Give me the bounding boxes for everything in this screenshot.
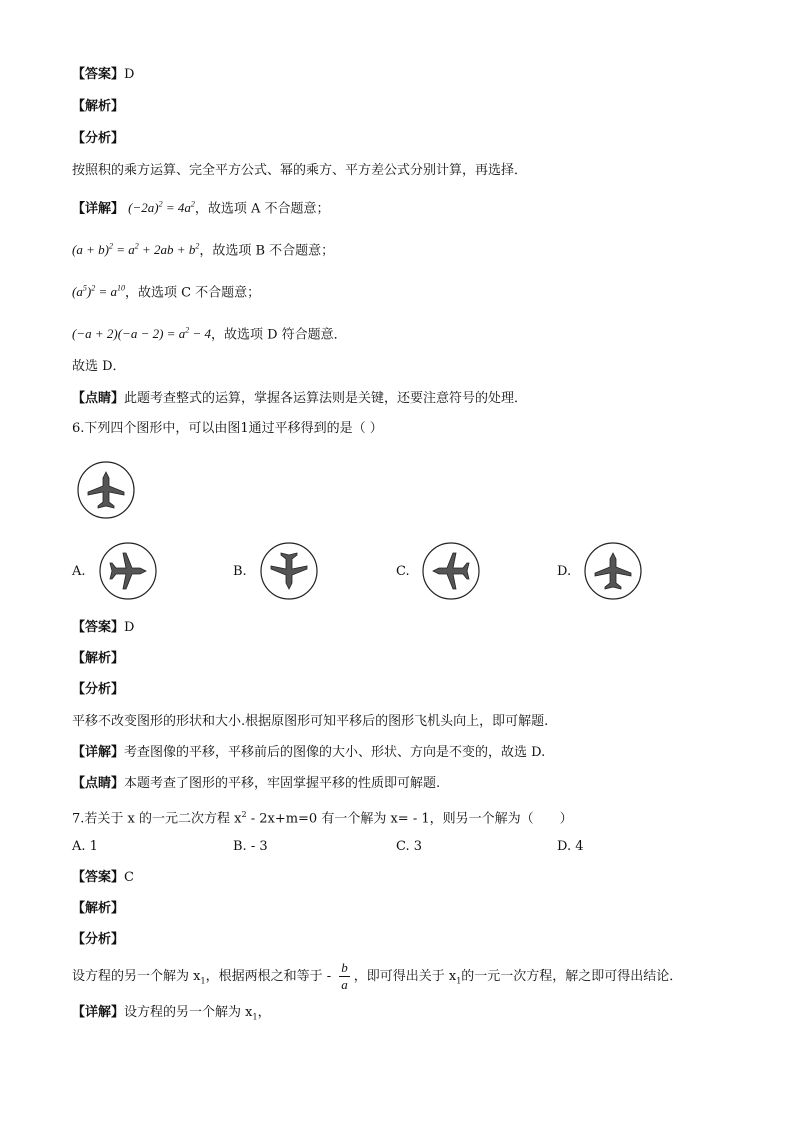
fraction-b-over-a: $\frac{b}{a}$ bbox=[341, 960, 348, 992]
fenxi-text-6: 平移不改变图形的形状和大小.根据原图形可知平移后的图形飞机头向上，即可解题. bbox=[72, 714, 549, 729]
q7-option-b: B. - 3 bbox=[233, 839, 268, 854]
formula-c: $(a^5)^2 = a^{10}$ bbox=[72, 284, 125, 300]
detail-line-c: $(a^5)^2 = a^{10}$，故选项 C 不合题意； bbox=[72, 284, 261, 301]
question-7-stem: 7.若关于 x 的一元二次方程 $x^2 - 2x+m=0$ 有一个解为 x= - 1，则另一个解为（ ） bbox=[72, 810, 573, 827]
option-c-label: C. bbox=[396, 564, 410, 579]
analysis-heading-7: 【解析】 bbox=[72, 901, 125, 916]
fenxi-text-7: 设方程的另一个解为 $x_1$，根据两根之和等于 - $\frac{b}{a}$ ，即可得出关于 $x_1$的一元一次方程，解之即可得出结论． bbox=[72, 960, 683, 992]
option-a-airplane bbox=[98, 541, 158, 601]
detail-line-b: $(a + b)^2 = a^2 + 2ab + b^2$，故选项 B 不合题意； bbox=[72, 242, 335, 259]
comment-line-5: 【点睛】此题考查整式的运算，掌握各运算法则是关键，还要注意符号的处理． bbox=[72, 391, 528, 406]
option-d-airplane bbox=[583, 541, 643, 601]
q7-option-a: A. 1 bbox=[72, 839, 98, 854]
analysis-heading-6: 【解析】 bbox=[72, 651, 125, 666]
detail-line-7: 【详解】设方程的另一个解为 $x_1$， bbox=[72, 1005, 271, 1022]
detail-line-d: $(-a + 2)(-a - 2) = a^2 - 4$，故选项 D 符合题意． bbox=[72, 326, 347, 343]
formula-b: $(a + b)^2 = a^2 + 2ab + b^2$ bbox=[72, 242, 200, 258]
option-a-label: A. bbox=[72, 564, 86, 579]
formula-a: $(-2a)^2 = 4a^2$ bbox=[128, 200, 195, 216]
q7-option-d: D. 4 bbox=[557, 839, 584, 854]
fenxi-text-5: 按照积的乘方运算、完全平方公式、幂的乘方、平方差公式分别计算，再选择． bbox=[72, 163, 528, 178]
figure-1-airplane bbox=[76, 460, 136, 520]
conclusion-5: 故选 D． bbox=[72, 359, 126, 374]
detail-line-6: 【详解】考查图像的平移，平移前后的图像的大小、形状、方向是不变的，故选 D. bbox=[72, 745, 546, 760]
answer-line-6: 【答案】D bbox=[72, 620, 135, 635]
option-c-airplane bbox=[421, 541, 481, 601]
fenxi-heading-5: 【分析】 bbox=[72, 131, 125, 146]
comment-line-6: 【点睛】本题考查了图形的平移，牢固掌握平移的性质即可解题. bbox=[72, 776, 441, 791]
option-d-label: D. bbox=[557, 564, 572, 579]
q7-option-c: C. 3 bbox=[396, 839, 423, 854]
detail-line-a: 【详解】 $(-2a)^2 = 4a^2$，故选项 A 不合题意； bbox=[72, 200, 330, 217]
fenxi-heading-7: 【分析】 bbox=[72, 932, 125, 947]
answer-line-5: 【答案】D bbox=[72, 67, 135, 82]
answer-line-7: 【答案】C bbox=[72, 870, 134, 885]
option-b-label: B. bbox=[233, 564, 247, 579]
option-b-airplane bbox=[259, 541, 319, 601]
fenxi-heading-6: 【分析】 bbox=[72, 682, 125, 697]
analysis-heading-5: 【解析】 bbox=[72, 99, 125, 114]
question-6-stem: 6.下列四个图形中，可以由图1通过平移得到的是（ ） bbox=[72, 421, 383, 436]
formula-d: $(-a + 2)(-a - 2) = a^2 - 4$ bbox=[72, 326, 211, 342]
